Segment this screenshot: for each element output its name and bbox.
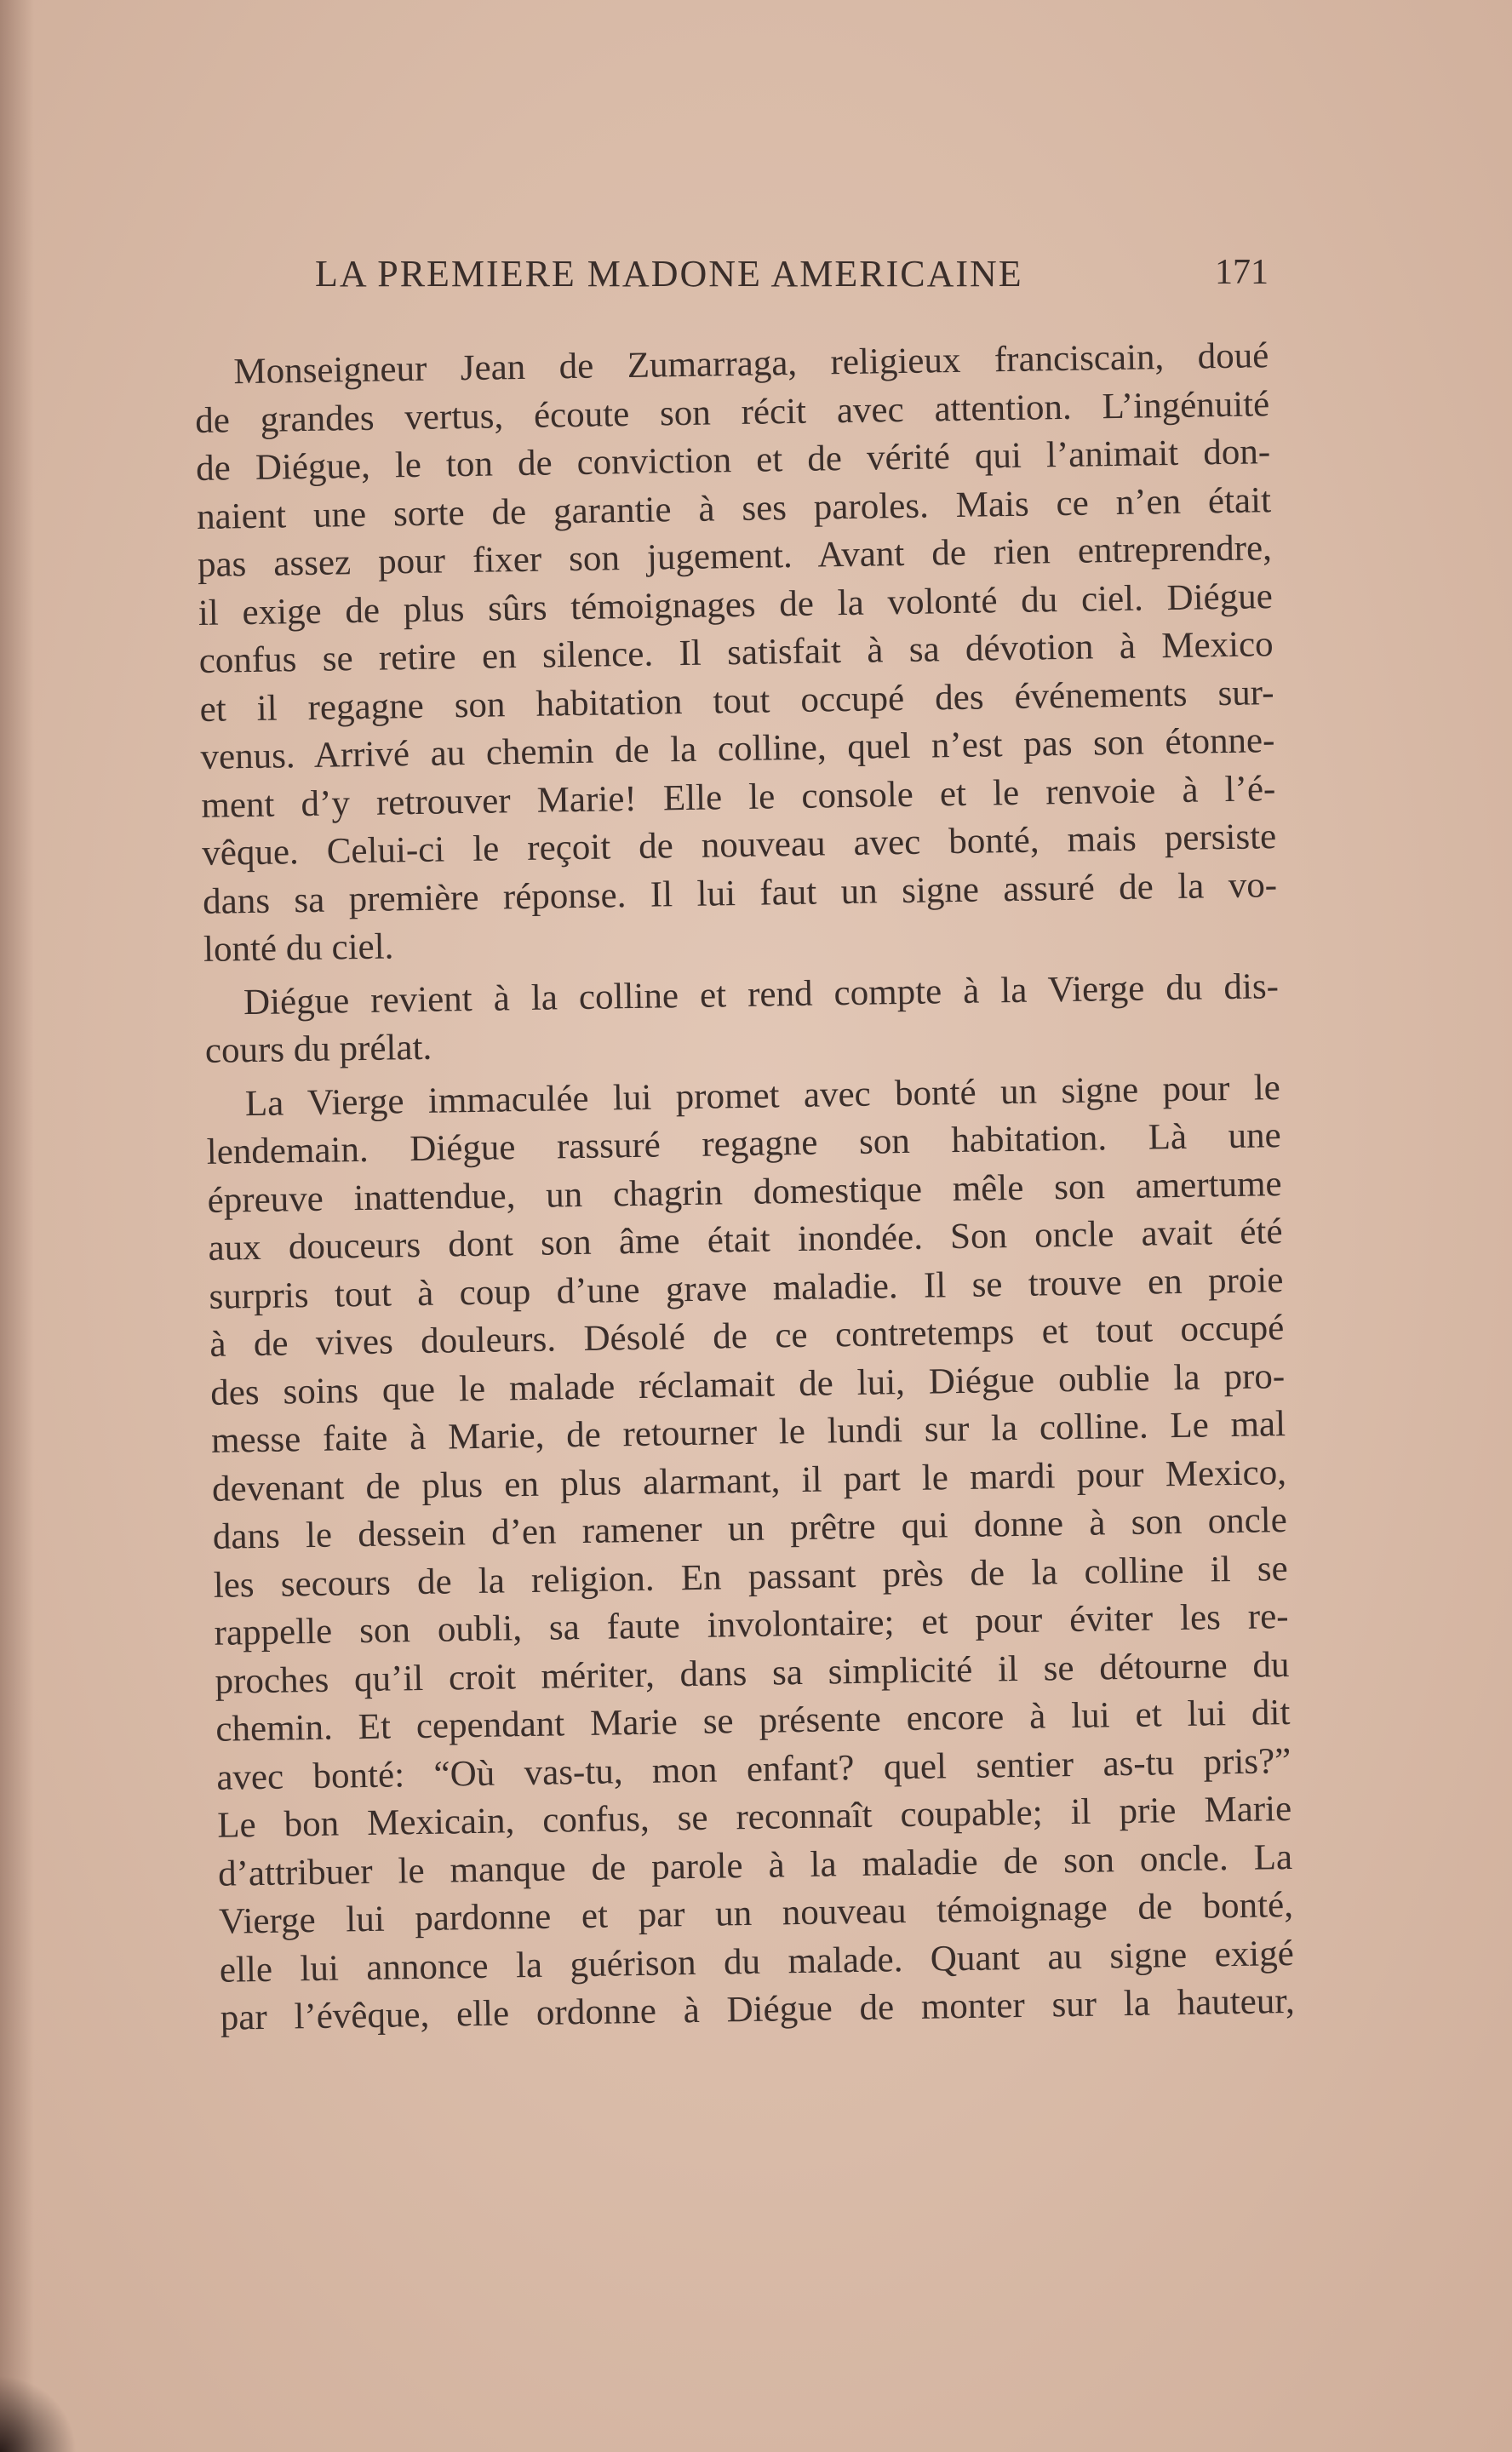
text-line: à de vives douleurs. Désolé de ce contretemps et tout occupé bbox=[209, 1308, 1285, 1365]
text-line: de Diégue, le ton de conviction et de vérité qui l’animait don- bbox=[195, 432, 1271, 489]
paragraph bbox=[204, 963, 1280, 1076]
text-line: il exige de plus sûrs témoignages de la volonté du ciel. Diégue bbox=[198, 576, 1274, 633]
text-line: aux douceurs dont son âme était inondée. Son oncle avait été bbox=[208, 1212, 1283, 1269]
text-line: lendemain. Diégue rassuré regagne son habitation. Là une bbox=[206, 1115, 1282, 1172]
text-line: venus. Arrivé au chemin de la colline, quel n’est pas son étonne- bbox=[200, 720, 1275, 777]
page-number: 171 bbox=[1215, 253, 1269, 292]
text-line: lonté du ciel. bbox=[203, 926, 394, 970]
text-line: messe faite à Marie, de retourner le lundi sur la colline. Le mal bbox=[210, 1404, 1286, 1461]
text-line: naient une sorte de garantie à ses paroles. Mais ce n’en était bbox=[196, 479, 1272, 537]
text-line: elle lui annonce la guérison du malade. Quant au signe exigé bbox=[219, 1933, 1295, 1991]
text-line: les secours de la religion. En passant près de la colline il se bbox=[213, 1548, 1289, 1606]
text-line: ment d’y retrouver Marie! Elle le console et le renvoie à l’é- bbox=[201, 768, 1276, 826]
paragraph bbox=[194, 332, 1278, 974]
text-line: d’attribuer le manque de parole à la maladie de son oncle. La bbox=[217, 1836, 1293, 1894]
text-line: Monseigneur Jean de Zumarraga, religieux franciscain, doué bbox=[233, 335, 1269, 392]
text-line: devenant de plus en plus alarmant, il part le mardi pour Mexico, bbox=[211, 1452, 1287, 1510]
corner-shadow bbox=[0, 2375, 77, 2452]
text-line: Diégue revient à la colline et rend compte à la Vierge du dis- bbox=[243, 965, 1280, 1023]
text-line: vêque. Celui-ci le reçoit de nouveau avec bonté, mais persiste bbox=[201, 816, 1277, 874]
text-line: dans le dessein d’en ramener un prêtre qui donne à son oncle bbox=[212, 1500, 1288, 1557]
body-text bbox=[194, 332, 1295, 2048]
text-line: cours du prélat. bbox=[204, 1027, 432, 1071]
text-line: confus se retire en silence. Il satisfait à sa dévotion à Mexico bbox=[198, 624, 1274, 681]
running-head bbox=[315, 252, 1269, 303]
text-line: des soins que le malade réclamait de lui, Diégue oublie la pro- bbox=[209, 1355, 1286, 1413]
text-line: et il regagne son habitation tout occupé des événements sur- bbox=[199, 672, 1274, 730]
text-line: proches qu’il croit mériter, dans sa simplicité il se détourne du bbox=[215, 1644, 1290, 1702]
text-line: avec bonté: “Où vas-tu, mon enfant? quel sentier as-tu pris?” bbox=[215, 1740, 1292, 1798]
text-line: chemin. Et cependant Marie se présente encore à lui et lui dit bbox=[215, 1692, 1291, 1750]
text-line: dans sa première réponse. Il lui faut un signe assuré de la vo- bbox=[202, 864, 1278, 922]
text-line: épreuve inattendue, un chagrin domestique mêle son amertume bbox=[207, 1163, 1282, 1221]
text-line: pas assez pour fixer son jugement. Avant de rien entreprendre, bbox=[197, 528, 1273, 585]
text-line: surpris tout à coup d’une grave maladie. Il se trouve en proie bbox=[209, 1259, 1284, 1317]
text-line: Le bon Mexicain, confus, se reconnaît coupable; il prie Marie bbox=[216, 1788, 1292, 1846]
running-title: LA PREMIERE MADONE AMERICAINE bbox=[315, 253, 1023, 295]
text-line: par l’évêque, elle ordonne à Diégue de monter sur la hauteur, bbox=[220, 1980, 1296, 2038]
text-line: rappelle son oubli, sa faute involontaire; et pour éviter les re- bbox=[214, 1596, 1289, 1653]
text-line: La Vierge immaculée lui promet avec bonté un signe pour le bbox=[244, 1067, 1281, 1124]
binding-shadow bbox=[0, 0, 34, 2452]
paragraph bbox=[206, 1064, 1296, 2043]
text-line: Vierge lui pardonne et par un nouveau témoignage de bonté, bbox=[218, 1884, 1294, 1942]
text-line: de grandes vertus, écoute son récit avec attention. L’ingénuité bbox=[194, 383, 1270, 441]
